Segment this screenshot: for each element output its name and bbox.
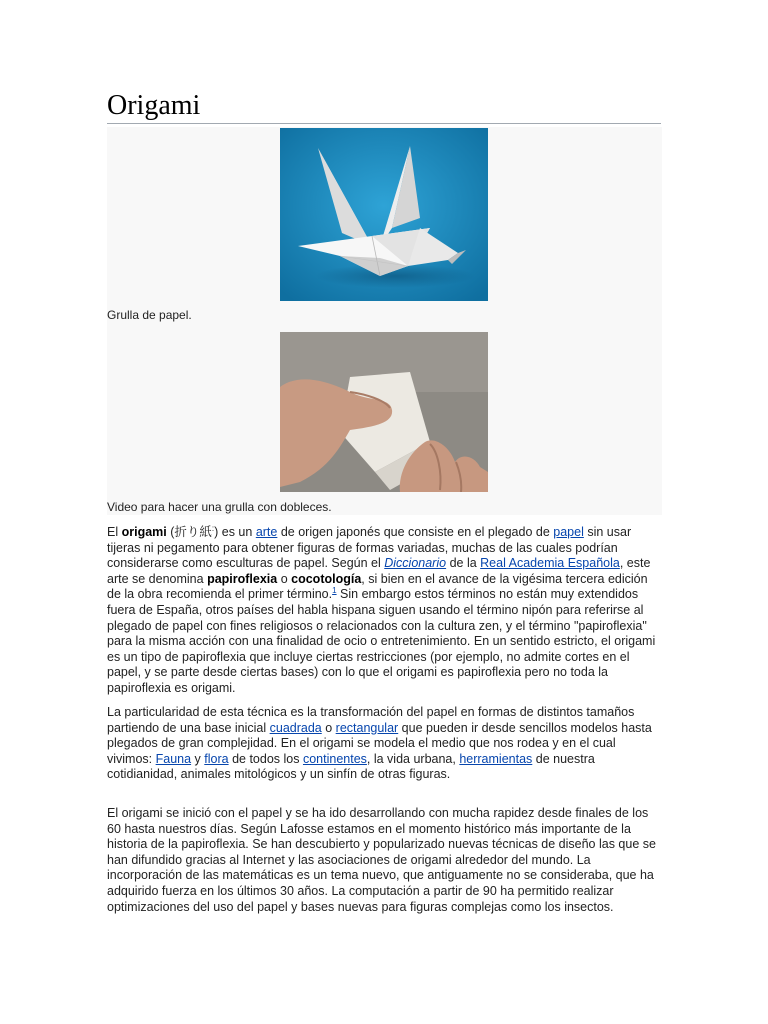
link-herramientas[interactable]: herramientas [459,751,533,766]
link-arte[interactable]: arte [255,525,278,539]
link-papel[interactable]: papel [553,525,584,539]
term-papiroflexia: papiroflexia [207,571,278,586]
link-rectangular[interactable]: rectangular [335,720,399,735]
citation-1-link[interactable]: 1 [332,586,337,596]
link-continentes[interactable]: continentes [302,751,367,766]
link-flora[interactable]: flora [204,751,229,766]
page-title: Origami [107,90,201,121]
term-origami: origami [121,525,167,539]
paragraph-history: El origami se inició con el papel y se ha ido desarrollando con mucha rapidez desde finales de los 60 hasta nuestros días. Según Lafosse estamos en el momento histórico más importante de la historia de la papiroflexia. Se han descubierto y popularizado nuevas técnicas de diseño las que se han difundido gracias al Internet y las asociaciones de origami alrededor del mundo. La incorporación de las matemáticas es un tema nuevo, que antiguamente no se consideraba, que ha adquirido fuerza en los últimos 30 años. La computación a partir de 90 ha permitido realizar optimizaciones del uso del papel y bases nuevas para figuras complejas como los insectos. [107,806,656,914]
folding-hands-video[interactable] [280,332,488,492]
figure-caption-1: Grulla de papel. [107,308,192,322]
term-cocotologia: cocotología [291,571,362,586]
paragraph-technique: La particularidad de esta técnica es la transformación del papel en formas de distintos tamaños partiendo de una base inicial cuadrada o rectangular que pueden ir desde sencillos modelos hasta plegados de gran complejidad. En el origami se modela el medio que nos rodea y en el cual vivimos: Fauna y flora de todos los continentes, la vida urbana, herramientas de nuestra cotidianidad, animales mitológicos y un sinfín de otras figuras. [107,705,652,782]
paper-crane-photo[interactable] [280,128,488,301]
link-diccionario[interactable]: Diccionario [384,556,447,571]
link-cuadrada[interactable]: cuadrada [269,720,322,735]
title-divider [107,123,661,124]
link-real-academia[interactable]: Real Academia Española [480,556,620,571]
paragraph-intro: El origami (折り紙:) es un arte de origen japonés que consiste en el plegado de papel sin usar tijeras ni pegamento para obtener figuras de formas variadas, muchas de las cuales podrían considerarse como esculturas de papel. Según el Diccionario de la Real Academia Española, este arte se denomina papiroflexia o cocotología, si bien en el avance de la vigésima tercera edición de la obra recomienda el primer término.$^1$ Sin embargo estos términos no están muy extendidos fuera de España, otros países del habla hispana siguen usando el término nipón para referirse al plegado de papel con fines religiosos o relacionados con la cultura zen, y el término "papiroflexia" para la misma acción con una finalidad de ocio o entretenimiento. En un sentido estricto, el origami es un tipo de papiroflexia que incluye ciertas restricciones (por ejemplo, no admite cortes en el papel, y se parte desde ciertas bases) con lo que el origami es papiroflexia pero no toda la papiroflexia es origami. [107,523,656,695]
ref-annotation: : [211,523,215,533]
link-fauna[interactable]: Fauna [155,751,192,766]
figure-caption-2: Video para hacer una grulla con dobleces. [107,500,332,514]
